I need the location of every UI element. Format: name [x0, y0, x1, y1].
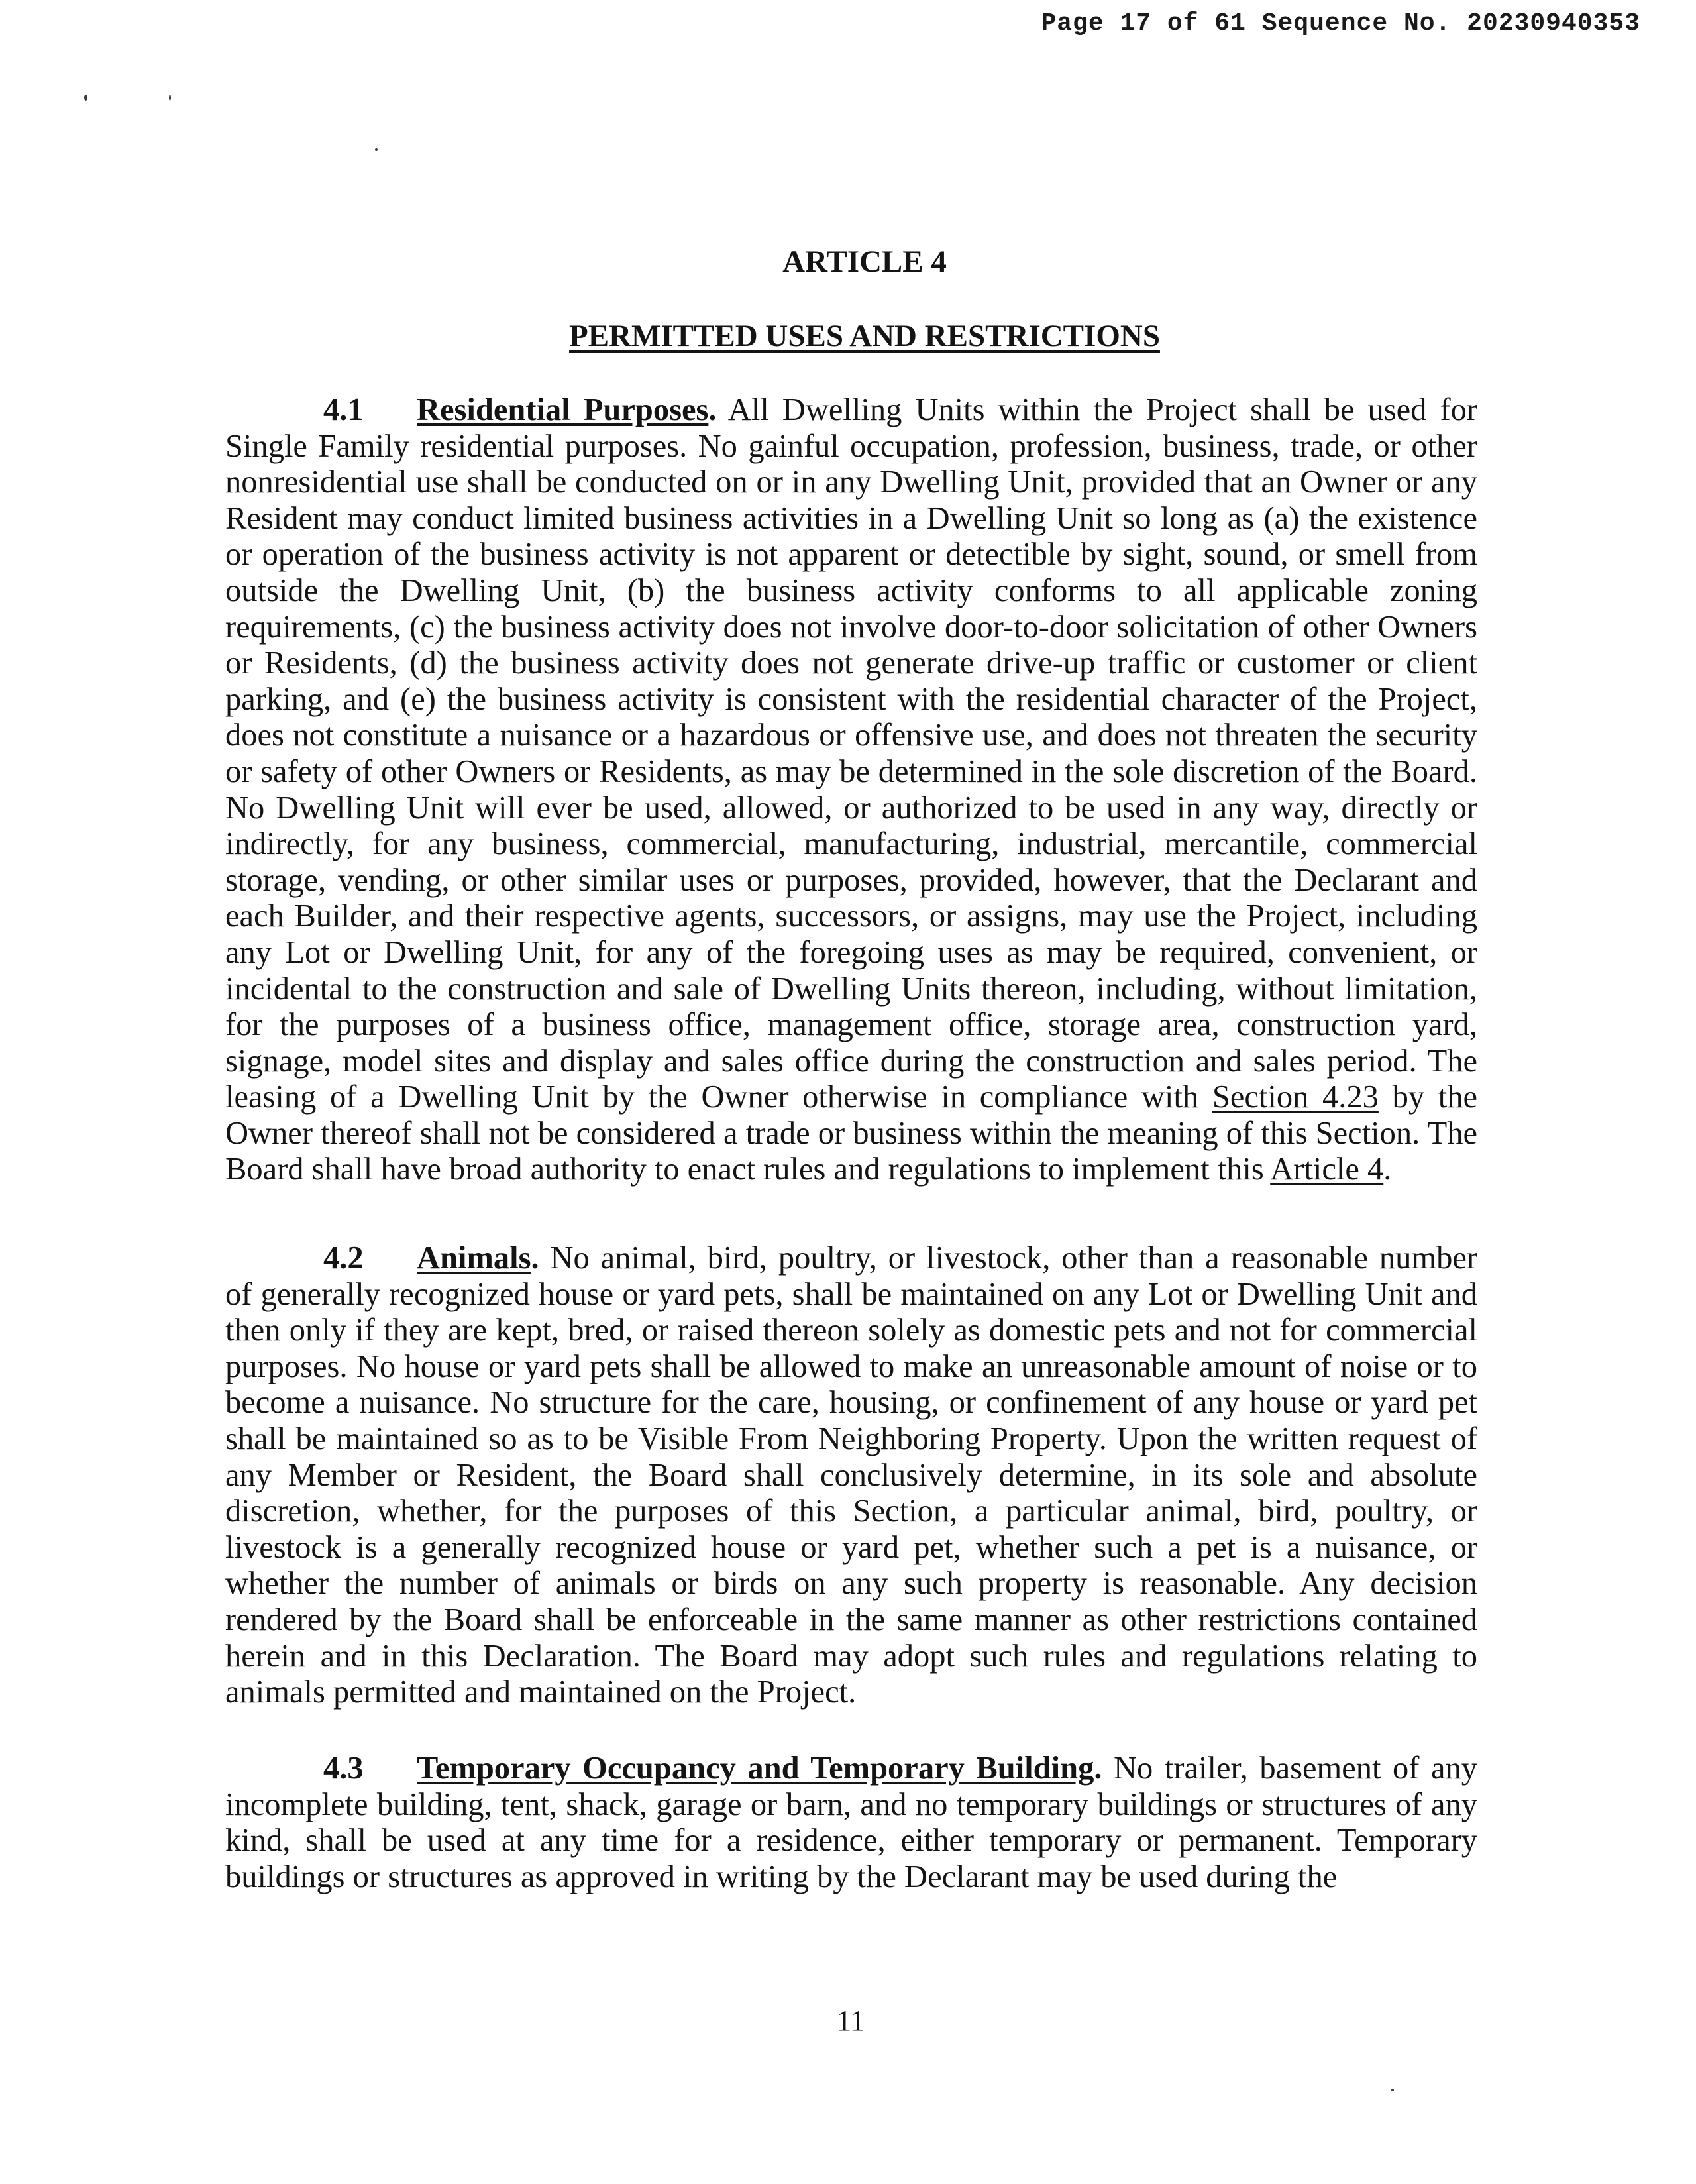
section-first-line-text: No trailer, basement of any: [1114, 1751, 1478, 1786]
page-sequence-header: Page 17 of 61 Sequence No. 20230940353: [1041, 9, 1640, 38]
section-body-text-end: .: [1383, 1152, 1392, 1187]
scan-speck: [84, 95, 87, 101]
section-body-text: by the Owner thereof shall not be considered a trade or business within the meaning of this Section. The Board shall have broad authority to enact rules and regulations to implement this: [225, 1079, 1477, 1187]
section-4-2-first-line: [225, 1240, 1477, 1277]
article-title: ARTICLE 4: [782, 245, 947, 279]
section-body-text: Single Family residential purposes. No gainful occupation, profession, business, trade, or other nonresidential use shall be conducted on or in any Dwelling Unit, provided that an Owner or any Resident may conduct limited business activities in a Dwelling Unit so long as (a) the existence or operation of the business activity is not apparent or detectible by sight, sound, or smell from outside the Dwelling Unit, (b) the business activity conforms to all applicable zoning requirements, (c) the business activity does not involve door-to-door solicitation of other Owners or Residents, (d) the business activity does not generate drive-up traffic or customer or client parking, and (e) the business activity is consistent with the residential character of the Project, does not constitute a nuisance or a hazardous or offensive use, and does not threaten the security or safety of other Owners or Residents, as may be determined in the sole discretion of the Board. No Dwelling Unit will ever be used, allowed, or authorized to be used in any way, directly or indirectly, for any business, commercial, manufacturing, industrial, mercantile, commercial storage, vending, or other similar uses or purposes, provided, however, that the Declarant and each Builder, and their respective agents, successors, or assigns, may use the Project, including any Lot or Dwelling Unit, for any of the foregoing uses as may be required, convenient, or incidental to the construction and sale of Dwelling Units thereon, including, without limitation, for the purposes of a business office, management office, storage area, construction yard, signage, model sites and display and sales office during the construction and sales period. The leasing of a Dwelling Unit by the Owner otherwise in compliance with: [225, 428, 1477, 1115]
section-heading: Residential Purposes: [417, 392, 709, 427]
heading-period: .: [1094, 1751, 1102, 1786]
scan-speck: [1391, 2089, 1394, 2091]
section-first-line-text: All Dwelling Units within the Project shall be used for: [727, 392, 1477, 427]
section-heading: Temporary Occupancy and Temporary Building: [417, 1751, 1094, 1786]
section-4-1: [225, 392, 1477, 1188]
article-heading: PERMITTED USES AND RESTRICTIONS: [569, 319, 1160, 353]
article-4-reference[interactable]: Article 4: [1270, 1152, 1384, 1187]
heading-period: .: [708, 392, 717, 427]
section-body-text: incomplete building, tent, shack, garage or barn, and no temporary buildings or structures of any kind, shall be used at any time for a residence, either temporary or permanent. Temporary buildings or structures as approved in writing by the Declarant may be used during the: [225, 1786, 1477, 1894]
section-number: 4.3: [323, 1751, 364, 1786]
scan-speck: [375, 148, 378, 151]
section-first-line-text: No animal, bird, poultry, or livestock, other than a reasonable number: [550, 1240, 1478, 1276]
scan-speck: [169, 95, 171, 101]
page-number: 11: [837, 2004, 865, 2037]
section-4-3-first-line: [225, 1751, 1477, 1787]
section-4-1-first-line: [225, 392, 1477, 429]
section-4-23-reference[interactable]: Section 4.23: [1212, 1079, 1379, 1115]
section-4-2: [225, 1240, 1477, 1711]
section-4-3: [225, 1751, 1477, 1895]
section-heading: Animals: [417, 1240, 531, 1276]
heading-period: .: [531, 1240, 539, 1276]
section-number: 4.2: [323, 1240, 364, 1276]
section-number: 4.1: [323, 392, 364, 427]
section-body-text: of generally recognized house or yard pets, shall be maintained on any Lot or Dwelling Unit and then only if they are kept, bred, or raised thereon solely as domestic pets and not for commercial purposes. No house or yard pets shall be allowed to make an unreasonable amount of noise or to become a nuisance. No structure for the care, housing, or confinement of any house or yard pet shall be maintained so as to be Visible From Neighboring Property. Upon the written request of any Member or Resident, the Board shall conclusively determine, in its sole and absolute discretion, whether, for the purposes of this Section, a particular animal, bird, poultry, or livestock is a generally recognized house or yard pet, whether such a pet is a nuisance, or whether the number of animals or birds on any such property is reasonable. Any decision rendered by the Board shall be enforceable in the same manner as other restrictions contained herein and in this Declaration. The Board may adopt such rules and regulations relating to animals permitted and maintained on the Project.: [225, 1276, 1477, 1710]
